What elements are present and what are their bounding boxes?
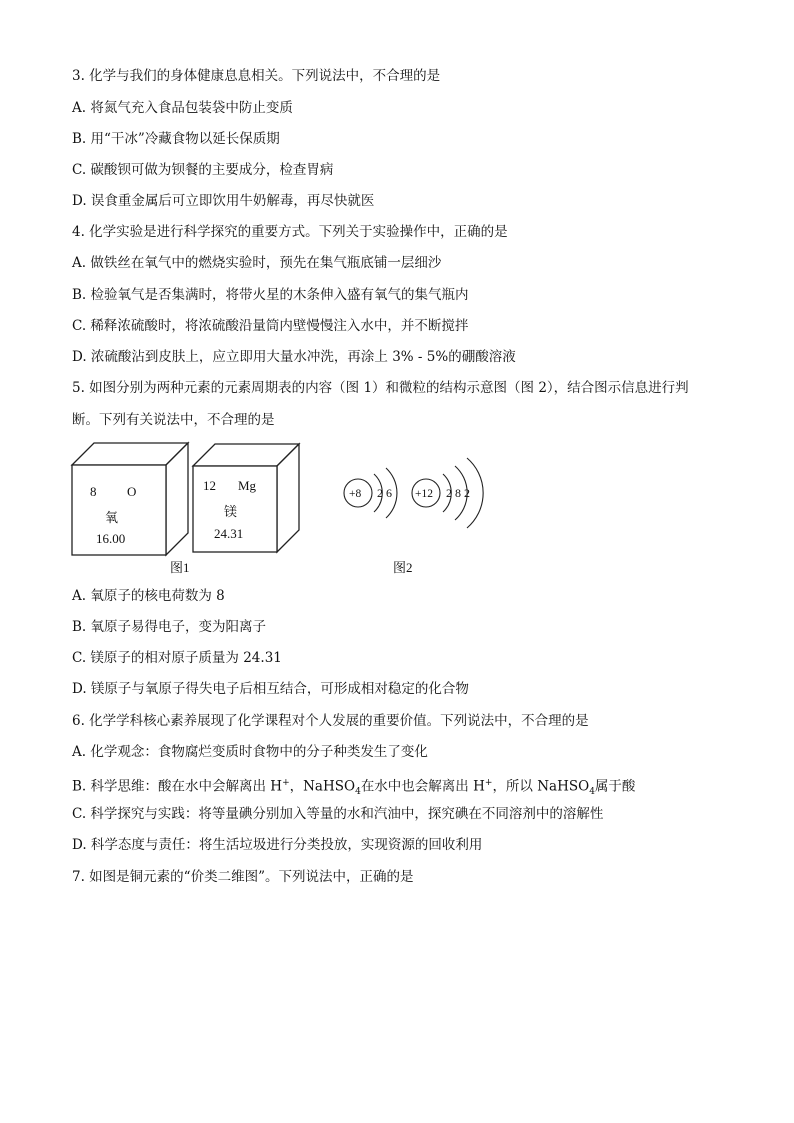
magnesium-nucleus-label: +12: [415, 488, 433, 500]
oxygen-mass: 16.00: [96, 531, 126, 546]
figure2-caption: 图2: [393, 560, 413, 575]
oxygen-nucleus-label: +8: [349, 488, 362, 500]
oxygen-number: 8: [90, 484, 97, 499]
q6-option-d: D. 科学态度与责任：将生活垃圾进行分类投放，实现资源的回收利用: [72, 837, 483, 853]
q3-option-d: D. 误食重金属后可立即饮用牛奶解毒，再尽快就医: [72, 193, 375, 209]
q6-option-b: B. 科学思维：酸在水中会解离出 H+，NaHSO$_4$在水中也会解离出 H+，所以 NaHSO$_4$属于酸: [72, 778, 636, 798]
figure1-caption: 图1: [170, 560, 190, 575]
oxygen-shell-electrons: 2 6: [377, 486, 392, 500]
q4-option-c: C. 稀释浓硫酸时，将浓硫酸沿量筒内壁慢慢注入水中，并不断搅拌: [72, 318, 469, 334]
q5-stem-line1: 5. 如图分别为两种元素的元素周期表的内容（图 1）和微粒的结构示意图（图 2），结合图示信息进行判: [72, 380, 689, 396]
magnesium-symbol: Mg: [238, 478, 257, 493]
magnesium-shell-electrons: 2 8 2: [446, 486, 470, 500]
q5-stem-line2: 断。下列有关说法中，不合理的是: [72, 412, 275, 428]
periodic-cell-magnesium: [193, 444, 299, 552]
q4-option-d: D. 浓硫酸沾到皮肤上，应立即用大量水冲洗，再涂上 3% - 5%的硼酸溶液: [72, 349, 516, 365]
q5-option-c: C. 镁原子的相对原子质量为 24.31: [72, 650, 282, 666]
q5-option-b: B. 氧原子易得电子，变为阳离子: [72, 619, 267, 635]
periodic-cell-oxygen: [72, 443, 188, 555]
q4-option-b: B. 检验氧气是否集满时，将带火星的木条伸入盛有氧气的集气瓶内: [72, 287, 469, 303]
oxygen-symbol: O: [127, 484, 137, 499]
q5-option-a: A. 氧原子的核电荷数为 8: [72, 588, 225, 604]
q7-stem: 7. 如图是铜元素的“价类二维图”。下列说法中，正确的是: [72, 869, 414, 885]
q4-stem: 4. 化学实验是进行科学探究的重要方式。下列关于实验操作中，正确的是: [72, 224, 508, 240]
q6-stem: 6. 化学学科核心素养展现了化学课程对个人发展的重要价值。下列说法中，不合理的是: [72, 713, 589, 729]
magnesium-name: 镁: [224, 504, 238, 519]
q5-option-d: D. 镁原子与氧原子得失电子后相互结合，可形成相对稳定的化合物: [72, 681, 469, 697]
q6-option-c: C. 科学探究与实践：将等量碘分别加入等量的水和汽油中，探究碘在不同溶剂中的溶解性: [72, 806, 604, 822]
q3-option-b: B. 用“干冰”冷藏食物以延长保质期: [72, 131, 280, 147]
q3-stem: 3. 化学与我们的身体健康息息相关。下列说法中，不合理的是: [72, 68, 441, 84]
q4-option-a: A. 做铁丝在氧气中的燃烧实验时，预先在集气瓶底铺一层细沙: [72, 255, 442, 271]
magnesium-mass: 24.31: [214, 526, 244, 541]
q6-option-a: A. 化学观念：食物腐烂变质时食物中的分子种类发生了变化: [72, 744, 428, 760]
magnesium-number: 12: [203, 478, 216, 493]
oxygen-name: 氧: [105, 510, 119, 525]
q3-option-a: A. 将氮气充入食品包装袋中防止变质: [72, 100, 293, 116]
q3-option-c: C. 碳酸钡可做为钡餐的主要成分，检查胃病: [72, 162, 334, 178]
